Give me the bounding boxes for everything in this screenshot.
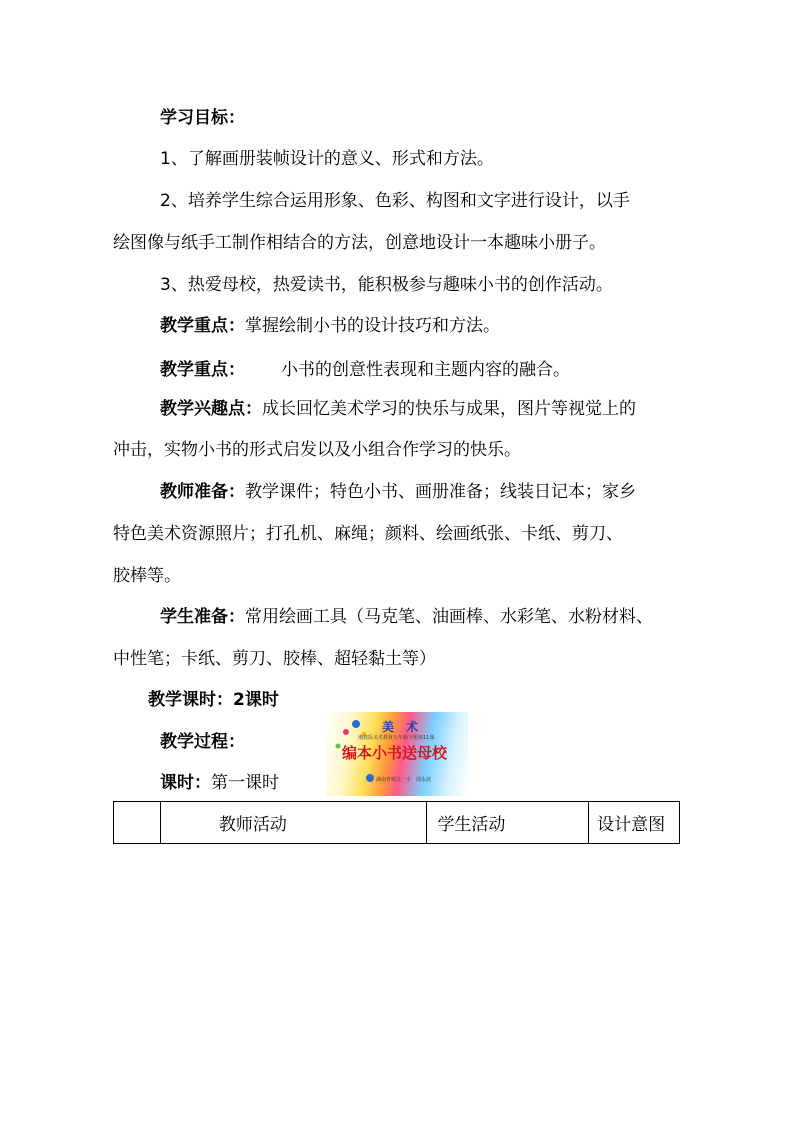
interest-point-line1 [160, 398, 636, 420]
interest-point-text-1: 成长回忆美术学习的快乐与成果，图片等视觉上的 [262, 399, 636, 419]
banner-small-line: 湘教版美术教材五年级下册第11课 [358, 735, 435, 741]
banner-subject: 美 术 [382, 720, 423, 734]
lesson-line [160, 772, 279, 794]
student-prep-text-1: 常用绘画工具（马克笔、油画棒、水彩笔、水粉材料、 [245, 607, 653, 627]
interest-point-label: 教学兴趣点： [160, 399, 262, 419]
key-point-label: 教学重点： [160, 316, 245, 336]
lesson-value: 第一课时 [211, 773, 279, 793]
banner-footer: 湖南省城关一小 周永波 [376, 777, 432, 783]
table-header-row [114, 802, 680, 844]
teacher-prep-line2: 特色美术资源照片；打孔机、麻绳；颜料、绘画纸张、卡纸、剪刀、 [113, 524, 623, 544]
process-label: 教学过程： [160, 732, 245, 752]
goal-item-3: 3、热爱母校，热爱读书，能积极参与趣味小书的创作活动。 [160, 275, 613, 295]
textbook-cover-image [326, 712, 468, 796]
class-hours-label: 教学课时： [148, 690, 233, 710]
table-header-intent: 设计意图 [589, 802, 680, 844]
lesson-label: 课时： [160, 773, 211, 793]
table-header-cell [114, 802, 161, 844]
teacher-prep-label: 教师准备： [160, 482, 245, 502]
difficult-point [160, 359, 570, 381]
banner-title: 编本小书送母校 [342, 744, 448, 762]
interest-point-line2: 冲击，实物小书的形式启发以及小组合作学习的快乐。 [113, 440, 521, 460]
student-prep-line1 [160, 606, 653, 628]
class-hours [148, 689, 279, 711]
class-hours-value: 2课时 [233, 690, 279, 710]
table-header-teacher: 教师活动 [160, 802, 427, 844]
goal-item-2-line1: 2、培养学生综合运用形象、色彩、构图和文字进行设计，以手 [160, 191, 630, 211]
student-prep-label: 学生准备： [160, 607, 245, 627]
difficult-point-text: 小书的创意性表现和主题内容的融合。 [281, 360, 570, 380]
teacher-prep-text-1: 教学课件；特色小书、画册准备；线装日记本；家乡 [245, 482, 636, 502]
key-point-text: 掌握绘制小书的设计技巧和方法。 [245, 316, 500, 336]
goal-item-1: 1、了解画册装帧设计的意义、形式和方法。 [160, 149, 494, 169]
goals-heading: 学习目标： [160, 108, 245, 128]
difficult-point-label: 教学重点： [160, 360, 245, 380]
lesson-table [113, 801, 680, 844]
teacher-prep-line3: 胶棒等。 [113, 566, 181, 586]
key-point [160, 315, 500, 337]
goal-item-2-line2: 绘图像与纸手工制作相结合的方法，创意地设计一本趣味小册子。 [113, 233, 606, 253]
publisher-logo-icon [366, 774, 374, 782]
student-prep-line2: 中性笔；卡纸、剪刀、胶棒、超轻黏土等） [113, 649, 436, 669]
table-header-student: 学生活动 [427, 802, 589, 844]
teacher-prep-line1 [160, 481, 636, 503]
